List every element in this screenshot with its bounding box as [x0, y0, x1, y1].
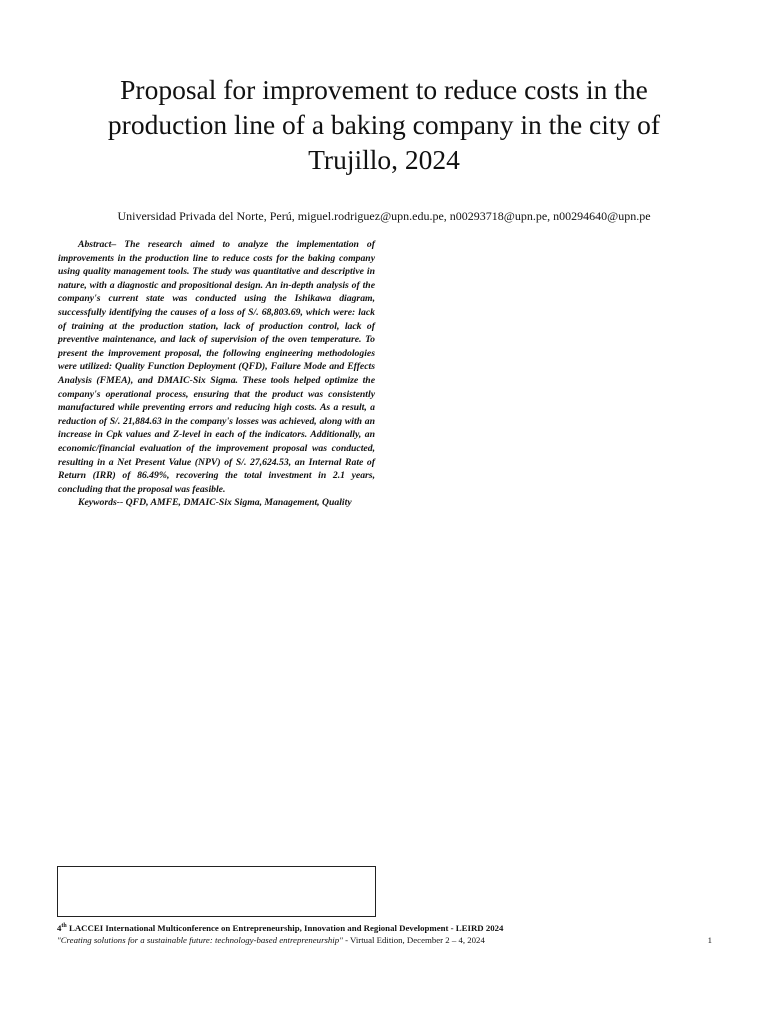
conference-ordinal-suffix: th [61, 923, 67, 930]
edition-line [57, 934, 712, 947]
page-number: 1 [707, 935, 712, 945]
keywords-paragraph: Keywords-- QFD, AMFE, DMAIC-Six Sigma, Management, Quality [78, 497, 352, 509]
page-footer [57, 923, 712, 947]
conference-motto: "Creating solutions for a sustainable future: technology-based entrepreneurship" [57, 935, 343, 945]
conference-name: LACCEI International Multiconference on Entrepreneurship, Innovation and Regional Development - LEIRD 2024 [68, 923, 504, 933]
conference-edition: - Virtual Edition, December 2 – 4, 2024 [345, 935, 485, 945]
abstract-paragraph: Abstract– The research aimed to analyze the implementation of improvements in the production line to reduce costs for the baking company using quality management tools. The study was quantitative and descriptive in nature, with a diagnostic and propositional design. An in-depth analysis of the company's current state was conducted using the Ishikawa diagram, successfully identifying the causes of a loss of S/. 68,803.69, which were: lack of training at the production station, lack of production control, lack of preventive maintenance, and lack of supervision of the oven temperature. To present the improvement proposal, the following engineering methodologies were utilized: Quality Function Deployment (QFD), Failure Mode and Effects Analysis (FMEA), and DMAIC-Six Sigma. These tools helped optimize the company's operational process, ensuring that the product was consistently manufactured while preventing errors and reducing high costs. As a result, a reduction of S/. 21,884.63 in the company's losses was achieved, along with an increase in Cpk values and Z-level in each of the indicators. Additionally, an economic/financial evaluation of the improvement proposal was conducted, resulting in a Net Present Value (NPV) of S/. 27,624.53, an Internal Rate of Return (IRR) of 86.49%, recovering the total investment in 2.1 years, concluding that the proposal was feasible. [58, 239, 375, 495]
left-column [58, 238, 375, 510]
footnote-box [57, 866, 376, 917]
conference-line [57, 923, 712, 934]
edition-text [57, 934, 485, 947]
author-affiliation: Universidad Privada del Norte, Perú, miguel.rodriguez@upn.edu.pe, n00293718@upn.pe, n00294640@upn.pe [117, 209, 651, 223]
conference-ordinal: 4 [57, 923, 62, 933]
paper-title: Proposal for improvement to reduce costs in the production line of a baking company in the city of Trujillo, 2024 [107, 74, 661, 175]
